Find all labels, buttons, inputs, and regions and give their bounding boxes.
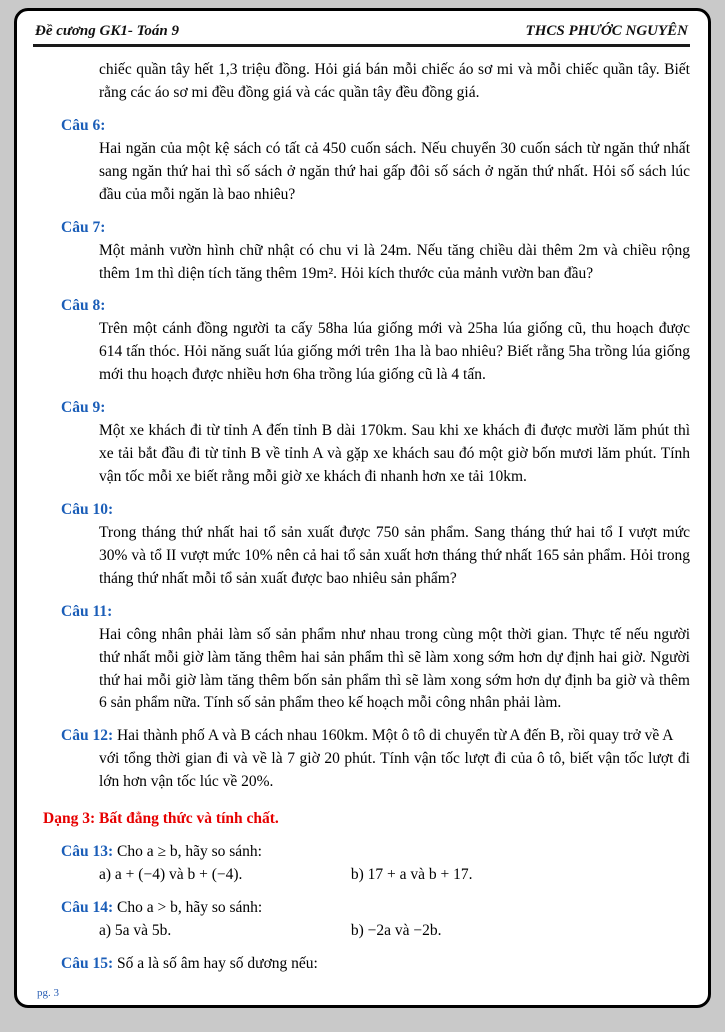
problem-label: Câu 9: — [61, 399, 106, 417]
part-a: a) a + (−4) và b + (−4). — [99, 866, 243, 884]
problem-cau-14 — [33, 897, 690, 943]
problem-parts — [99, 864, 690, 887]
problem-cau-8 — [33, 295, 690, 387]
problem-text: Hai công nhân phải làm số sản phẩm như nhau trong cùng một thời gian. Thực tế nếu người thứ nhất mỗi giờ làm tăng thêm hai sản phẩm thì sẽ làm xong sớm hơn dự định hai giờ. Người thứ hai mỗi giờ làm tăng thêm bốn sản phẩm thì sẽ làm xong sớm hơn dự định ba giờ và thêm 6 sản phẩm nữa. Tính số sản phẩm theo kế hoạch mỗi công nhân phải làm. — [99, 625, 690, 712]
problem-text: Hai ngăn của một kệ sách có tất cả 450 cuốn sách. Nếu chuyển 30 cuốn sách từ ngăn thứ nhất sang ngăn thứ hai thì số sách ở ngăn thứ hai gấp đôi số sách ở ngăn thứ nhất. Hỏi số sách lúc đầu của mỗi ngăn là bao nhiêu? — [99, 139, 690, 203]
header-title-right: THCS PHƯỚC NGUYÊN — [525, 23, 688, 39]
problem-label: Câu 8: — [61, 297, 106, 315]
problem-text — [61, 725, 690, 748]
part-a: a) 5a và 5b. — [99, 921, 172, 939]
section-heading-dang-3: Dạng 3: Bất đẳng thức và tính chất. — [43, 810, 279, 828]
problem-text: Một mảnh vườn hình chữ nhật có chu vi là 24m. Nếu tăng chiều dài thêm 2m và chiều rộng thêm 1m thì diện tích tăng thêm 19m². Hỏi kích thước của mảnh vườn ban đầu? — [99, 241, 690, 282]
problem-text-inline: Hai thành phố A và B cách nhau 160km. Một ô tô di chuyển từ A đến B, rồi quay trở về A — [116, 727, 674, 745]
problem-cau-13 — [33, 841, 690, 887]
problem-continuation: với tổng thời gian đi và về là 7 giờ 20 phút. Tính vận tốc lượt đi của ô tô, biết vận tốc lượt đi lớn hơn vận tốc lúc về 20%. — [99, 750, 690, 791]
problem-label: Câu 10: — [61, 500, 114, 518]
problem-text — [61, 953, 690, 976]
problem-cau-7 — [33, 217, 690, 286]
problem-cau-6 — [33, 115, 690, 207]
intro-paragraph: chiếc quần tây hết 1,3 triệu đồng. Hỏi giá bán mỗi chiếc áo sơ mi và mỗi chiếc quần tây. Biết rằng các áo sơ mi đều đồng giá và các quần tây đều đồng giá. — [99, 61, 690, 101]
problem-label: Câu 12: — [61, 727, 114, 745]
header-title-left: Đề cương GK1- Toán 9 — [35, 23, 179, 39]
problem-cau-15 — [33, 953, 690, 976]
problem-cau-10 — [33, 499, 690, 591]
problem-label: Câu 15: — [61, 954, 114, 972]
page-content — [33, 47, 690, 976]
problem-label: Câu 6: — [61, 116, 106, 134]
document-page — [14, 8, 711, 1008]
page-header — [33, 21, 690, 47]
problem-text — [61, 897, 690, 920]
problem-cau-12 — [33, 725, 690, 794]
problem-text: Một xe khách đi từ tỉnh A đến tỉnh B dài 170km. Sau khi xe khách đi được mười lăm phút thì xe tải bắt đầu đi từ tỉnh B về tỉnh A và gặp xe khách sau đó một giờ bốn mươi lăm phút. Tính vận tốc mỗi xe biết rằng mỗi giờ xe khách đi nhanh hơn xe tải 10km. — [99, 422, 690, 485]
problem-label: Câu 13: — [61, 843, 114, 861]
problem-cau-11 — [33, 601, 690, 716]
part-b: b) −2a và −2b. — [350, 921, 442, 939]
page-footer: pg. 3 — [37, 987, 59, 999]
problem-text-inline: Cho a ≥ b, hãy so sánh: — [116, 843, 262, 861]
problem-label: Câu 14: — [61, 899, 114, 916]
problem-text: Trong tháng thứ nhất hai tổ sản xuất được 750 sản phẩm. Sang tháng thứ hai tổ I vượt mức 30% và tổ II vượt mức 10% nên cả hai tổ sản xuất hơn tháng thứ nhất 165 sản phẩm. Hỏi trong tháng thứ nhất mỗi tổ sản xuất được bao nhiêu sản phẩm? — [99, 523, 690, 587]
problem-text: Trên một cánh đồng người ta cấy 58ha lúa giống mới và 25ha lúa giống cũ, thu hoạch được 614 tấn thóc. Hỏi năng suất lúa giống mới trên 1ha là bao nhiêu? Biết rằng 5ha trồng lúa giống mới thu hoạch được nhiều hơn 6ha trồng lúa giống cũ là 4 tấn. — [99, 320, 690, 384]
problem-text-inline: Cho a > b, hãy so sánh: — [116, 899, 263, 916]
problem-cau-9 — [33, 397, 690, 489]
problem-label: Câu 11: — [61, 602, 113, 620]
problem-parts — [99, 920, 690, 943]
part-b: b) 17 + a và b + 17. — [350, 866, 473, 884]
problem-label: Câu 7: — [61, 218, 106, 236]
problem-text-inline: Số a là số âm hay số dương nếu: — [116, 954, 318, 972]
problem-text — [61, 841, 690, 864]
